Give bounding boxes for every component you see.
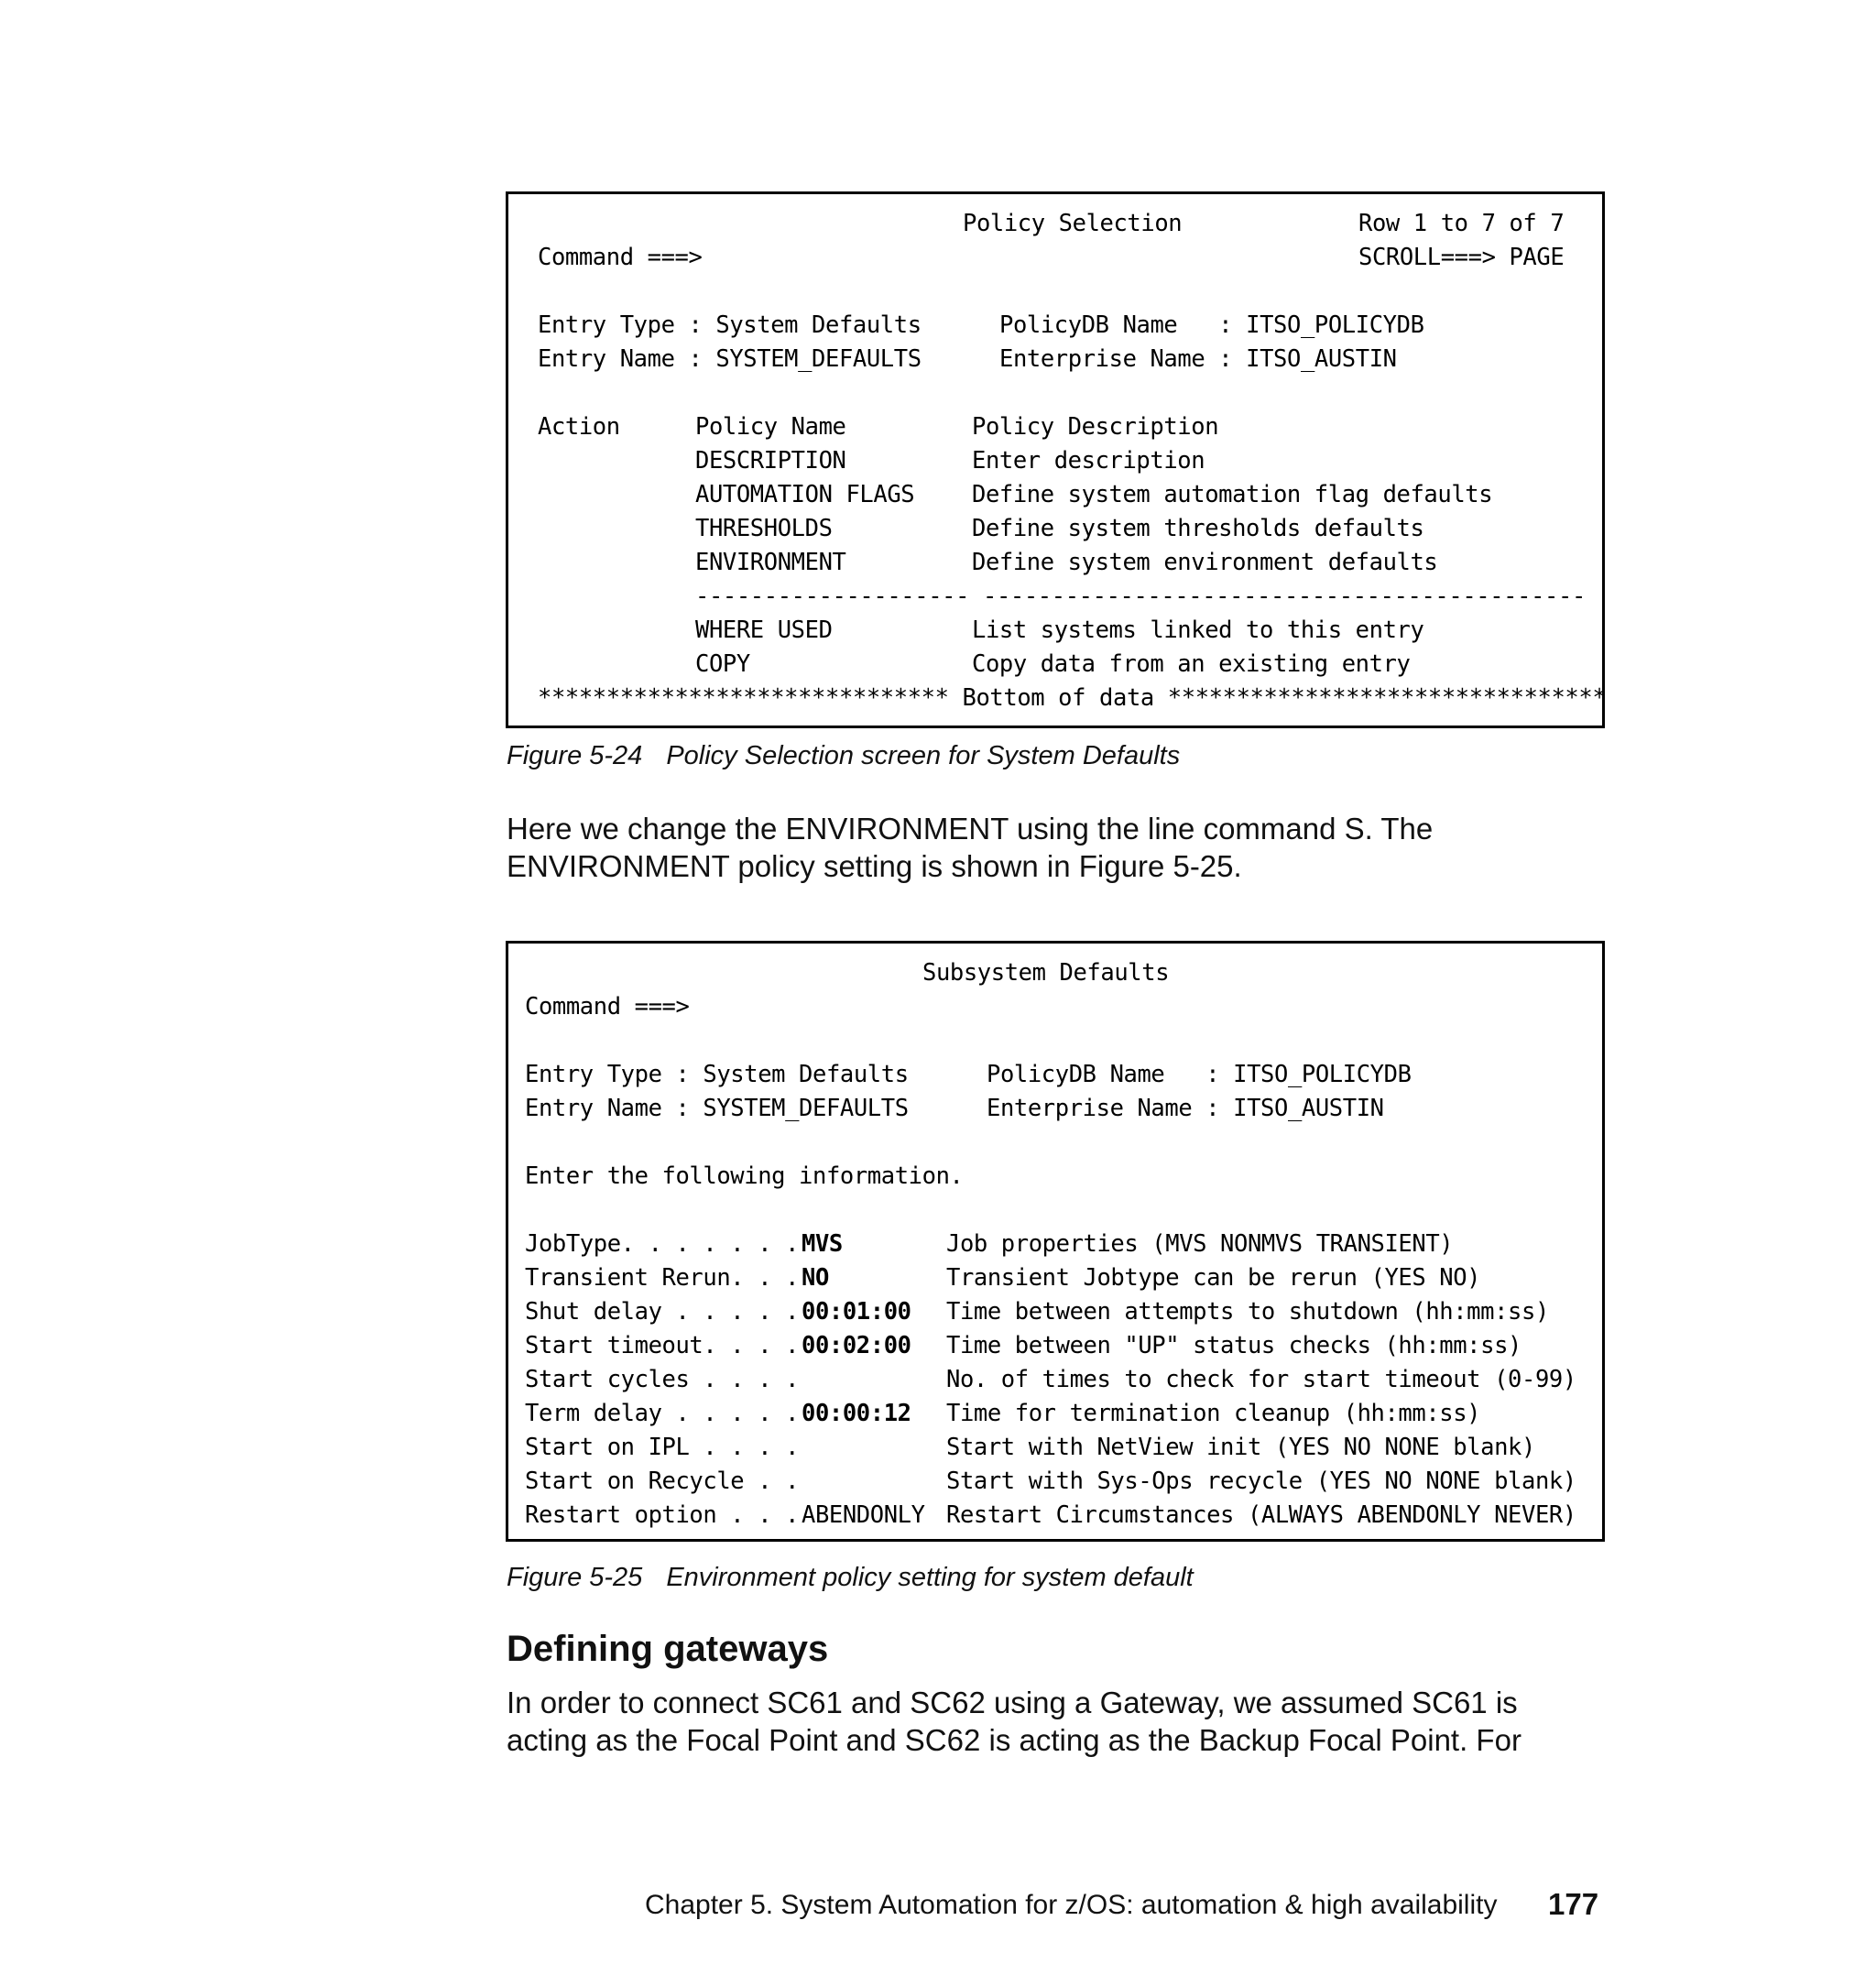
field-label: Transient Rerun. . .	[525, 1264, 800, 1292]
column-policy-description: Policy Description	[972, 413, 1219, 441]
scroll-field[interactable]: SCROLL===> PAGE	[1358, 244, 1565, 271]
field-description: Start with Sys-Ops recycle (YES NO NONE blank)	[946, 1468, 1576, 1495]
field-description: Job properties (MVS NONMVS TRANSIENT)	[946, 1230, 1454, 1258]
field-value[interactable]: 00:00:12	[802, 1400, 911, 1427]
field-description: No. of times to check for start timeout (0-99)	[946, 1366, 1576, 1393]
figure-caption	[507, 741, 1180, 771]
policy-name: THRESHOLDS	[695, 515, 833, 542]
policy-row[interactable]	[508, 478, 1602, 512]
policy-row[interactable]	[508, 614, 1602, 648]
figure-caption	[507, 1563, 1194, 1593]
field-description: Start with NetView init (YES NO NONE blank)	[946, 1434, 1535, 1461]
figure-number: Figure 5-24	[507, 741, 643, 770]
field-label: Term delay . . . . .	[525, 1400, 800, 1427]
policy-description: Copy data from an existing entry	[972, 650, 1411, 678]
policy-selection-screen	[506, 191, 1605, 728]
field-label: Restart option . . .	[525, 1501, 800, 1529]
page-number: 177	[1548, 1887, 1599, 1921]
body-paragraph: In order to connect SC61 and SC62 using a Gateway, we assumed SC61 is acting as the Focal Point and SC62 is acting as the Backup Focal Point. For	[507, 1686, 1522, 1757]
policy-row[interactable]	[508, 546, 1602, 580]
enterprise-name: Enterprise Name : ITSO_AUSTIN	[999, 345, 1397, 373]
screen-title: Policy Selection	[963, 210, 1183, 237]
figure-title: Environment policy setting for system default	[666, 1563, 1194, 1592]
policy-row[interactable]	[508, 444, 1602, 478]
policy-description: Define system environment defaults	[972, 549, 1438, 576]
field-label: Shut delay . . . . .	[525, 1298, 800, 1326]
prompt-text: Enter the following information.	[525, 1162, 964, 1190]
column-policy-name: Policy Name	[695, 413, 846, 441]
policy-name: COPY	[695, 650, 750, 678]
figure-title: Policy Selection screen for System Defaults	[666, 741, 1181, 770]
policy-name: AUTOMATION FLAGS	[695, 481, 915, 508]
field-label: JobType. . . . . . .	[525, 1230, 800, 1258]
screen-body	[508, 194, 1607, 715]
policy-description: Define system thresholds defaults	[972, 515, 1424, 542]
policy-description: List systems linked to this entry	[972, 617, 1424, 644]
policydb-name: PolicyDB Name : ITSO_POLICYDB	[987, 1061, 1412, 1088]
enterprise-name: Enterprise Name : ITSO_AUSTIN	[987, 1095, 1384, 1122]
separator-line: -------------------- --------------------------------------------	[695, 583, 1586, 610]
policy-name: WHERE USED	[695, 617, 833, 644]
section-heading: Defining gateways	[507, 1629, 829, 1669]
field-label: Start cycles . . . .	[525, 1366, 800, 1393]
field-value[interactable]: MVS	[802, 1230, 843, 1258]
command-label: Command ===>	[525, 993, 690, 1020]
policy-name: DESCRIPTION	[695, 447, 846, 475]
column-action: Action	[538, 413, 620, 441]
body-paragraph: Here we change the ENVIRONMENT using the line command S. The ENVIRONMENT policy setting is shown in Figure 5-25.	[507, 812, 1434, 883]
field-value[interactable]: 00:01:00	[802, 1298, 911, 1326]
policydb-name: PolicyDB Name : ITSO_POLICYDB	[999, 311, 1424, 339]
command-label: Command ===>	[538, 244, 703, 271]
policy-name: ENVIRONMENT	[695, 549, 846, 576]
screen-body	[508, 944, 1602, 1533]
field-value[interactable]: 00:02:00	[802, 1332, 911, 1359]
policy-row[interactable]	[508, 648, 1602, 682]
figure-number: Figure 5-25	[507, 1563, 643, 1592]
policy-description: Enter description	[972, 447, 1205, 475]
entry-name: Entry Name : SYSTEM_DEFAULTS	[525, 1095, 909, 1122]
field-value[interactable]: ABENDONLY	[802, 1501, 925, 1529]
field-label: Start on IPL . . . .	[525, 1434, 800, 1461]
field-description: Restart Circumstances (ALWAYS ABENDONLY NEVER)	[946, 1501, 1576, 1529]
row-info: Row 1 to 7 of 7	[1358, 210, 1565, 237]
screen-title: Subsystem Defaults	[922, 959, 1170, 987]
policy-description: Define system automation flag defaults	[972, 481, 1493, 508]
entry-type: Entry Type : System Defaults	[538, 311, 922, 339]
entry-name: Entry Name : SYSTEM_DEFAULTS	[538, 345, 922, 373]
field-label: Start timeout. . . .	[525, 1332, 800, 1359]
field-label: Start on Recycle . .	[525, 1468, 800, 1495]
field-description: Transient Jobtype can be rerun (YES NO)	[946, 1264, 1481, 1292]
field-description: Time between attempts to shutdown (hh:mm:ss)	[946, 1298, 1549, 1326]
entry-type: Entry Type : System Defaults	[525, 1061, 909, 1088]
policy-row[interactable]	[508, 512, 1602, 546]
bottom-of-data: ****************************** Bottom of data ********************************	[538, 684, 1607, 712]
footer-chapter: Chapter 5. System Automation for z/OS: automation & high availability	[645, 1890, 1498, 1920]
field-value[interactable]: NO	[802, 1264, 829, 1292]
field-description: Time for termination cleanup (hh:mm:ss)	[946, 1400, 1481, 1427]
field-description: Time between "UP" status checks (hh:mm:ss)	[946, 1332, 1522, 1359]
subsystem-defaults-screen	[506, 941, 1605, 1542]
